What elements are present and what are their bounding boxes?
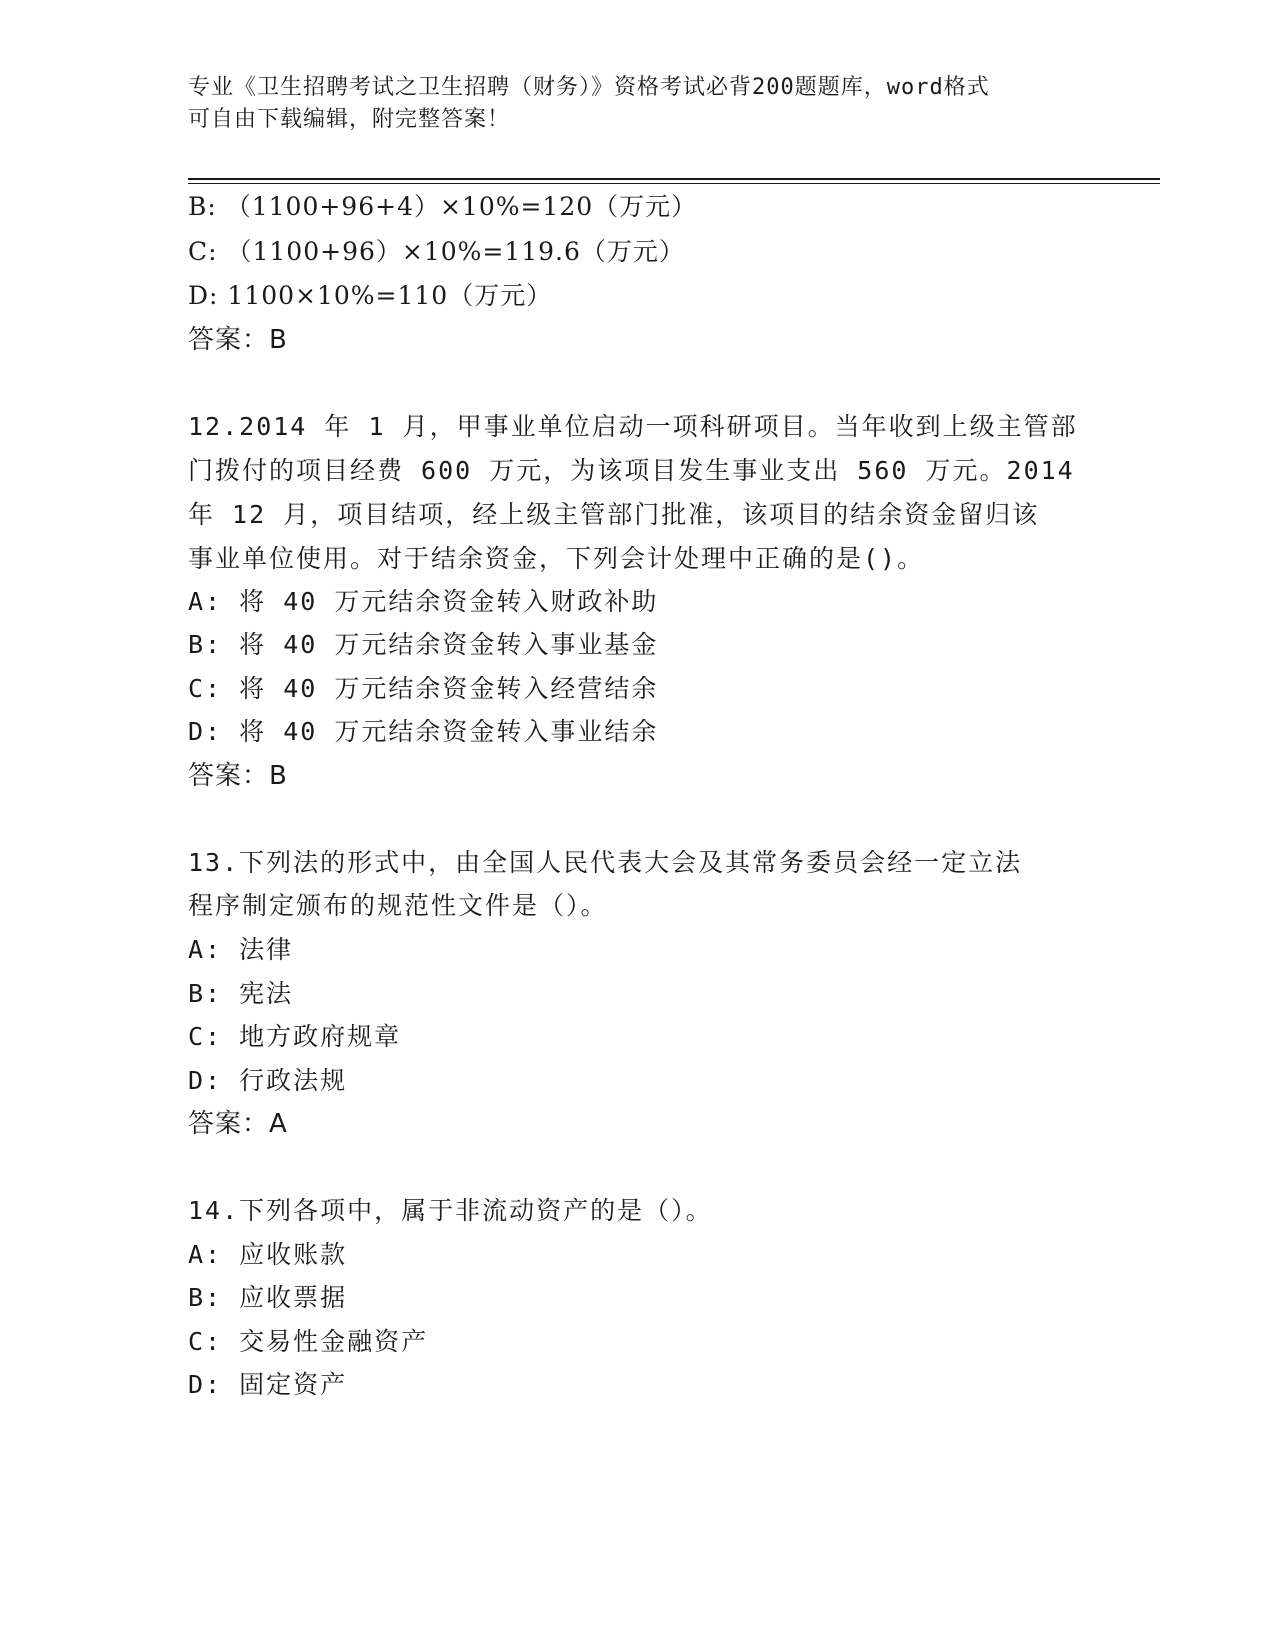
- q12-option-d: D: 将 40 万元结余资金转入事业结余: [188, 717, 659, 746]
- q12-option-c: C: 将 40 万元结余资金转入经营结余: [188, 674, 659, 703]
- q14-option-b: B: 应收票据: [188, 1283, 348, 1312]
- q13-option-c: C: 地方政府规章: [188, 1022, 402, 1051]
- document-header: [188, 72, 1088, 136]
- q12-option-a: A: 将 40 万元结余资金转入财政补助: [188, 587, 659, 616]
- q12-stem-line-4: 事业单位使用。对于结余资金，下列会计处理中正确的是()。: [188, 544, 925, 573]
- q14-stem-line-1: 14.下列各项中，属于非流动资产的是（）。: [188, 1196, 713, 1225]
- header-line-1: 专业《卫生招聘考试之卫生招聘（财务）》资格考试必背200题题库，word格式: [188, 75, 990, 100]
- q11-answer: 答案：B: [188, 325, 288, 355]
- q11-option-b: B: （1100+96+4）×10%=120（万元）: [188, 192, 698, 221]
- q12-option-b: B: 将 40 万元结余资金转入事业基金: [188, 630, 659, 659]
- q13-option-b: B: 宪法: [188, 979, 294, 1008]
- q12-stem-line-2: 门拨付的项目经费 600 万元，为该项目发生事业支出 560 万元。2014: [188, 456, 1075, 485]
- q14-option-c: C: 交易性金融资产: [188, 1327, 429, 1356]
- q13-answer: 答案：A: [188, 1109, 288, 1139]
- header-divider-thin: [188, 183, 1160, 184]
- q12-stem-line-1: 12.2014 年 1 月，甲事业单位启动一项科研项目。当年收到上级主管部: [188, 412, 1078, 441]
- q11-option-c: C: （1100+96）×10%=119.6（万元）: [188, 237, 685, 266]
- header-line-2: 可自由下载编辑，附完整答案！: [188, 107, 511, 132]
- header-divider-thick: [188, 178, 1160, 180]
- q14-option-d: D: 固定资产: [188, 1370, 348, 1399]
- q11-option-d: D: 1100×10%=110（万元）: [188, 281, 553, 310]
- q13-option-a: A: 法律: [188, 935, 294, 964]
- q13-stem-line-2: 程序制定颁布的规范性文件是（）。: [188, 891, 608, 920]
- q13-stem-line-1: 13.下列法的形式中，由全国人民代表大会及其常务委员会经一定立法: [188, 848, 1023, 877]
- q13-option-d: D: 行政法规: [188, 1066, 348, 1095]
- q12-stem-line-3: 年 12 月，项目结项，经上级主管部门批准，该项目的结余资金留归该: [188, 500, 1040, 529]
- q12-answer: 答案：B: [188, 761, 288, 791]
- q14-option-a: A: 应收账款: [188, 1240, 348, 1269]
